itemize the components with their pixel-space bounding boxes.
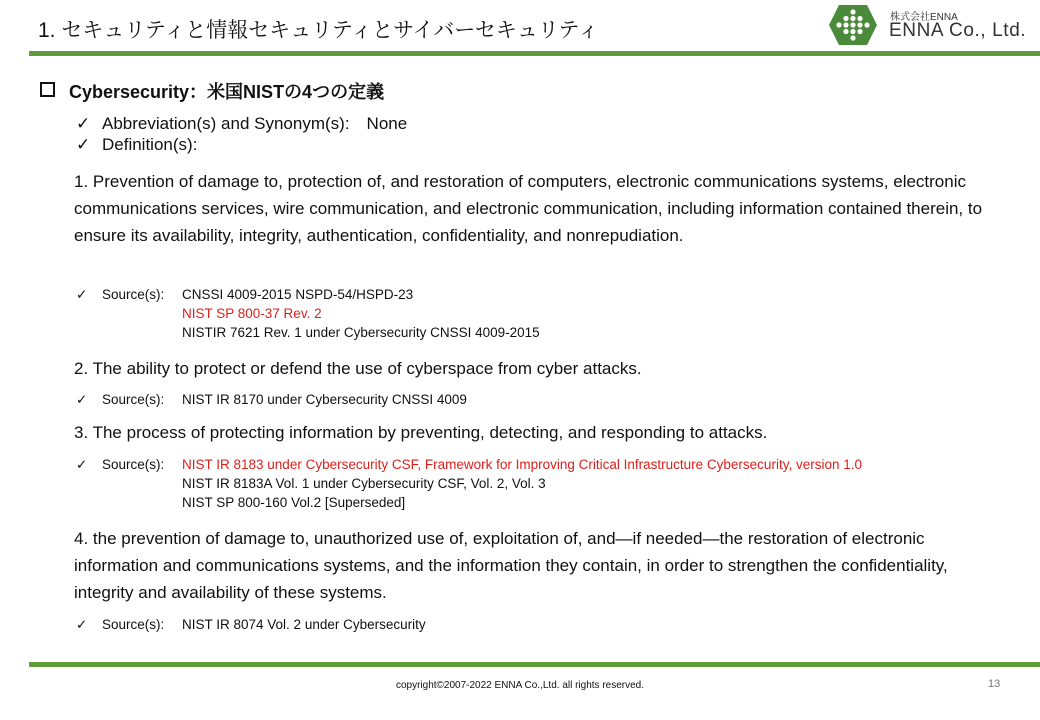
section-heading — [40, 78, 384, 104]
square-bullet-icon — [40, 82, 55, 97]
sources-2 — [76, 390, 467, 409]
header-divider — [29, 51, 1040, 56]
source-item: NIST IR 8170 under Cybersecurity CNSSI 4009 — [182, 392, 467, 407]
definition-4: 4. the prevention of damage to, unauthorized use of, exploitation of, and—if needed—the restoration of electronic information and communications systems, and the information they contain, in order to strengthen the confidentiality, integrity and availability of these systems. — [74, 529, 948, 602]
sources-1 — [76, 285, 540, 342]
abbreviation-text: Abbreviation(s) and Synonym(s): None — [102, 114, 408, 133]
definition-3: 3. The process of protecting information by preventing, detecting, and responding to attacks. — [74, 423, 768, 442]
source-item: NIST SP 800-160 Vol.2 [Superseded] — [182, 495, 406, 510]
checkmark-icon: ✓ — [76, 457, 88, 472]
checkmark-icon: ✓ — [76, 617, 88, 632]
section-heading-text: Cybersecurity：米国NISTの4つの定義 — [69, 82, 385, 102]
footer-divider — [29, 662, 1040, 667]
definition-1: 1. Prevention of damage to, protection of, and restoration of computers, electronic communications systems, electronic communications services, wire communication, and electronic communication, including information contained therein, to ensure its availability, integrity, authentication, confidentiality, and nonrepudiation. — [74, 172, 983, 245]
checkmark-icon: ✓ — [76, 135, 91, 154]
source-item-highlight: NIST SP 800-37 Rev. 2 — [182, 306, 322, 321]
source-label: Source(s): — [102, 457, 165, 472]
definition-label-line — [76, 135, 197, 155]
source-item: NIST IR 8183A Vol. 1 under Cybersecurity CSF, Vol. 2, Vol. 3 — [182, 476, 546, 491]
definition-label-text: Definition(s): — [102, 135, 198, 154]
abbreviation-line — [76, 109, 407, 134]
checkmark-icon: ✓ — [76, 392, 88, 407]
company-logo — [829, 4, 1034, 46]
source-item: NISTIR 7621 Rev. 1 under Cybersecurity CNSSI 4009-2015 — [182, 325, 540, 340]
logo-company-jp: 株式会社ENNA — [890, 12, 958, 23]
enna-logo-icon — [829, 5, 877, 45]
page-number: 13 — [988, 678, 1001, 690]
source-label: Source(s): — [102, 287, 165, 302]
source-item: CNSSI 4009-2015 NSPD-54/HSPD-23 — [182, 287, 414, 302]
source-label: Source(s): — [102, 617, 165, 632]
checkmark-icon: ✓ — [76, 114, 91, 133]
source-label: Source(s): — [102, 392, 165, 407]
source-item-highlight: NIST IR 8183 under Cybersecurity CSF, Framework for Improving Critical Infrastructure Cybersecurity, version 1.0 — [182, 457, 862, 472]
sources-3 — [76, 455, 862, 512]
definition-2: 2. The ability to protect or defend the use of cyberspace from cyber attacks. — [74, 359, 642, 378]
copyright-text: copyright©2007-2022 ENNA Co.,Ltd. all rights reserved. — [395, 680, 645, 691]
checkmark-icon: ✓ — [76, 287, 88, 302]
sources-4 — [76, 615, 426, 634]
slide-title: 1. セキュリティと情報セキュリティとサイバーセキュリティ — [38, 19, 599, 42]
logo-company-en: ENNA Co., Ltd. — [889, 20, 1027, 41]
source-item: NIST IR 8074 Vol. 2 under Cybersecurity — [182, 617, 426, 632]
